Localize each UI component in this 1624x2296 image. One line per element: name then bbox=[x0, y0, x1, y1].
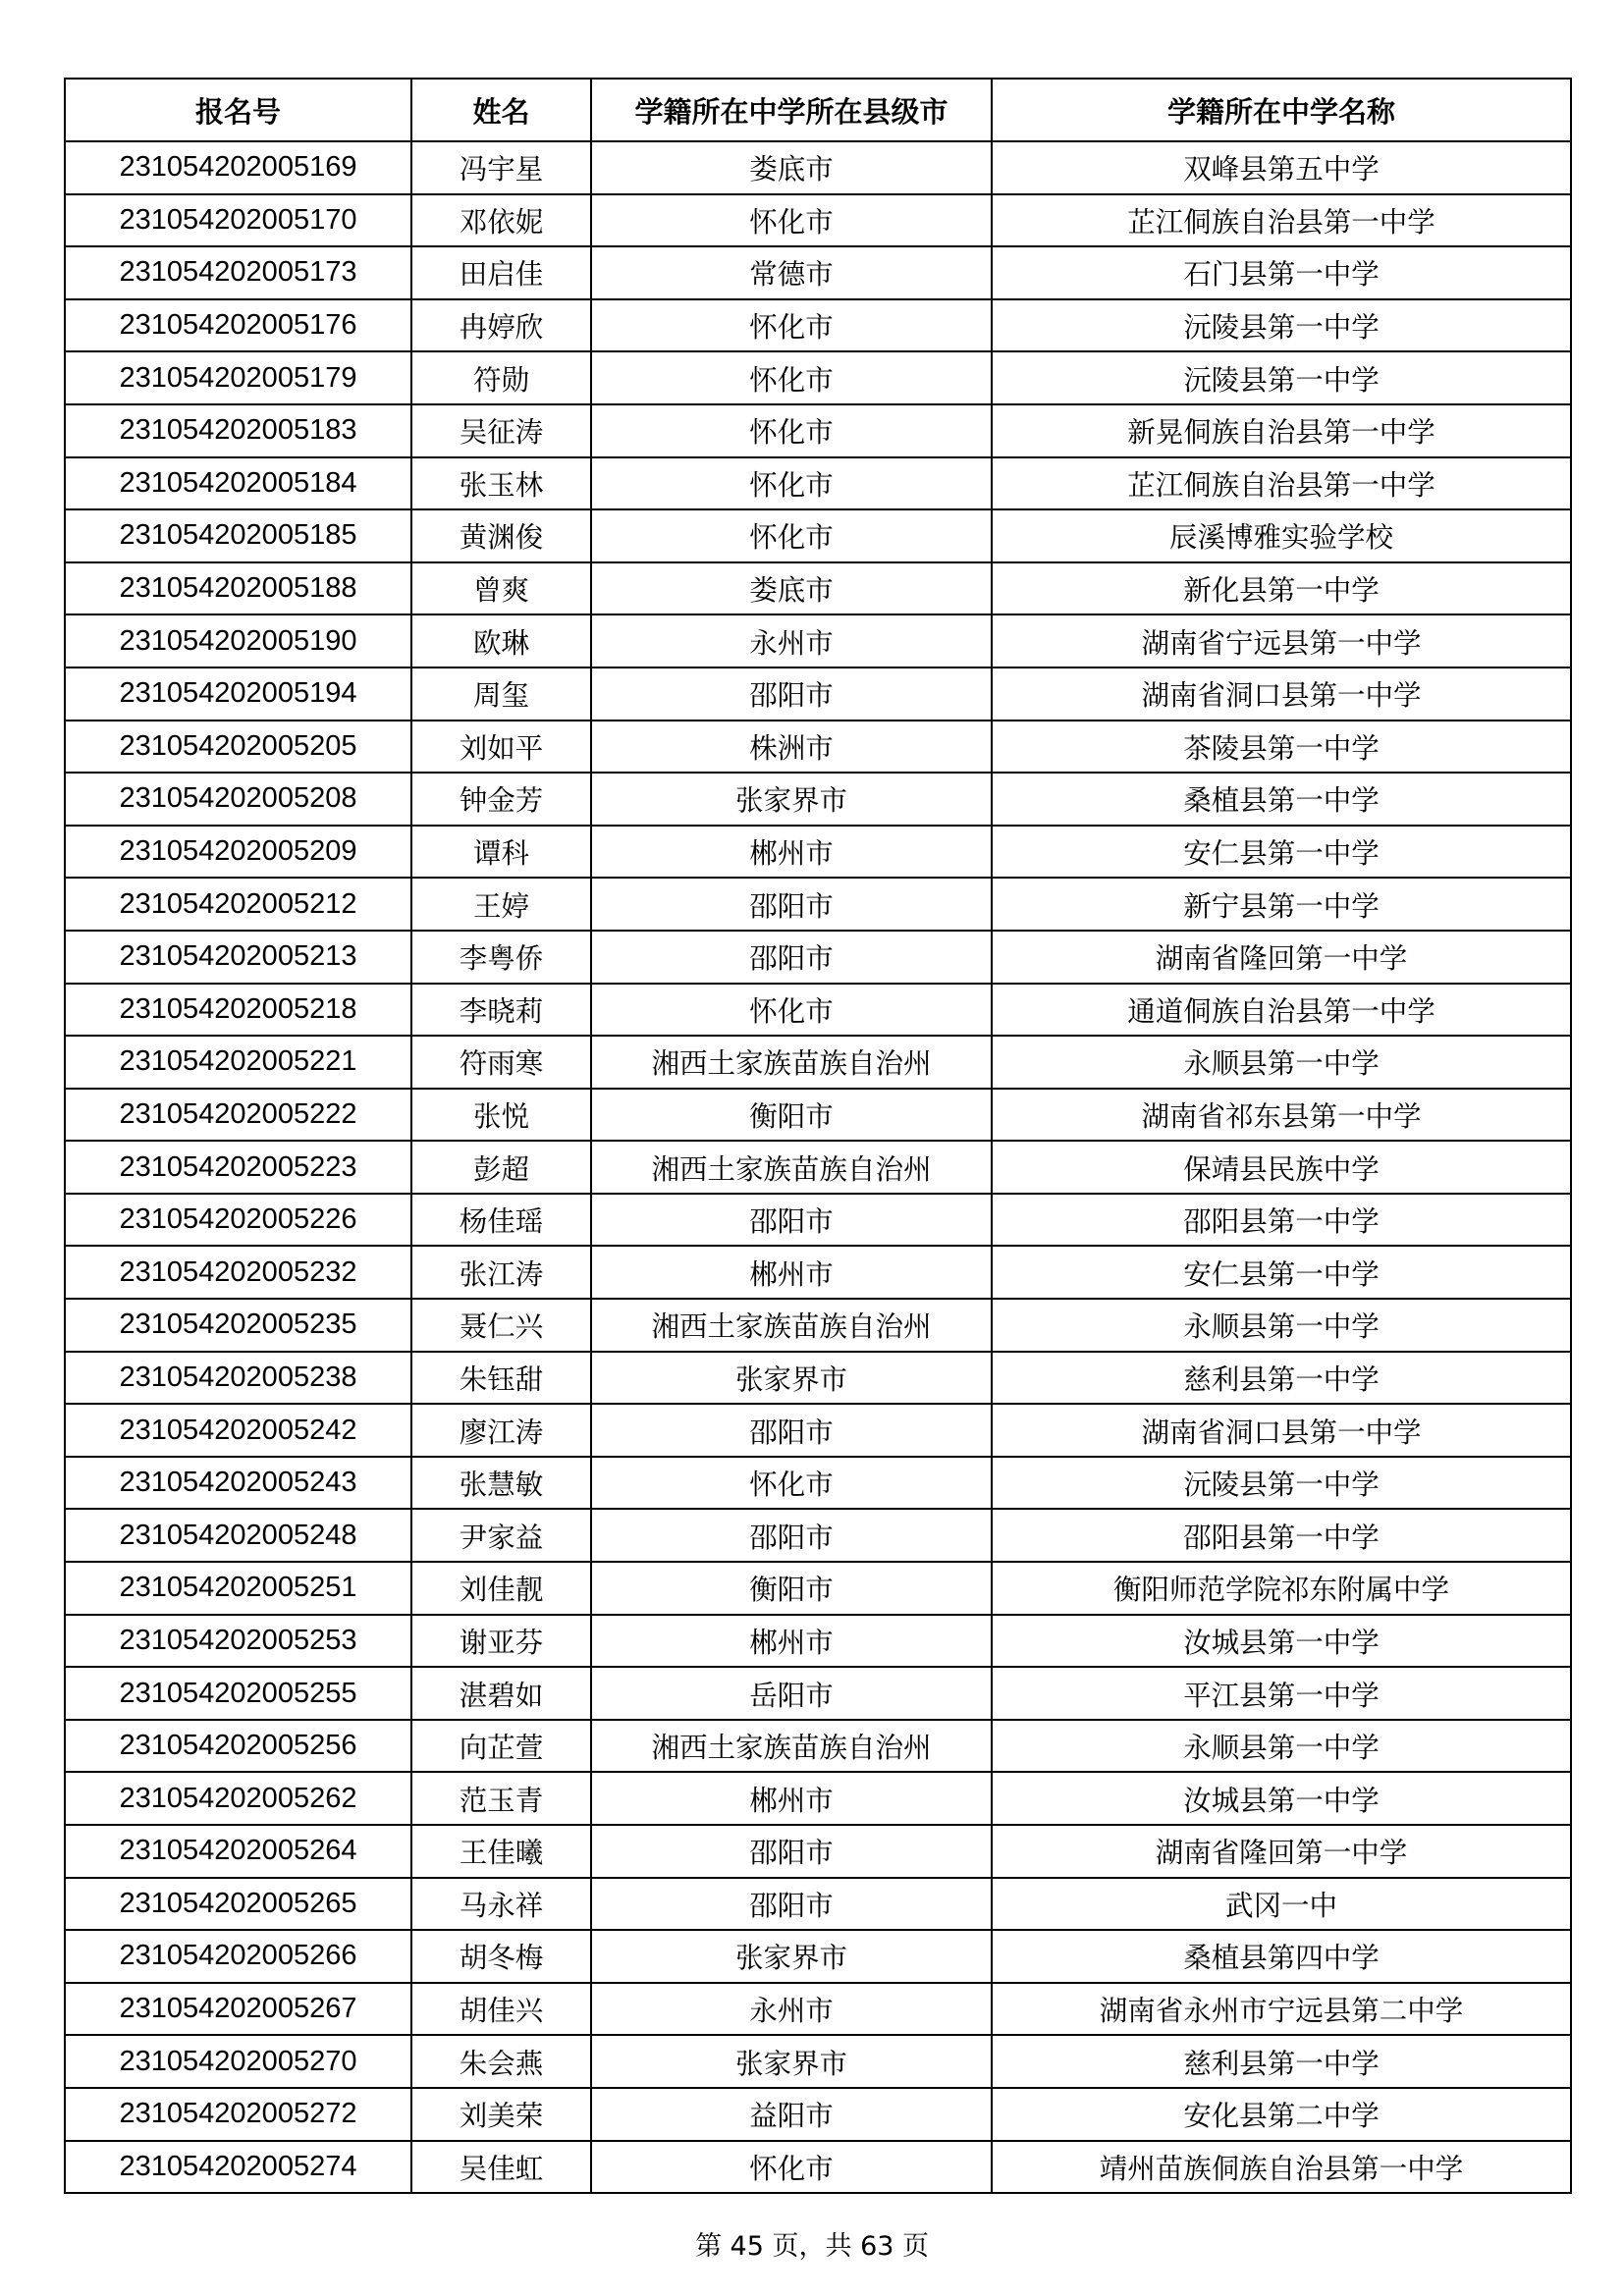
cell-school-city: 张家界市 bbox=[591, 773, 992, 826]
cell-name: 田启佳 bbox=[411, 246, 591, 299]
table-row bbox=[65, 1930, 1571, 1983]
cell-registration-number: 231054202005221 bbox=[65, 1036, 411, 1089]
header-school-name: 学籍所在中学名称 bbox=[992, 79, 1571, 141]
table-row bbox=[65, 1299, 1571, 1352]
cell-school-city: 邵阳市 bbox=[591, 667, 992, 721]
cell-name: 刘如平 bbox=[411, 721, 591, 774]
table-row bbox=[65, 773, 1571, 826]
cell-name: 湛碧如 bbox=[411, 1667, 591, 1720]
cell-school-city: 怀化市 bbox=[591, 194, 992, 247]
table-row bbox=[65, 721, 1571, 774]
cell-school-name: 湖南省祁东县第一中学 bbox=[992, 1089, 1571, 1142]
table-row bbox=[65, 1509, 1571, 1562]
page-number: 第 45 页，共 63 页 bbox=[694, 2231, 930, 2262]
cell-registration-number: 231054202005243 bbox=[65, 1457, 411, 1510]
cell-school-name: 新宁县第一中学 bbox=[992, 878, 1571, 931]
table-row bbox=[65, 299, 1571, 352]
cell-school-name: 安化县第二中学 bbox=[992, 2088, 1571, 2141]
header-school-city: 学籍所在中学所在县级市 bbox=[591, 79, 992, 141]
cell-school-city: 常德市 bbox=[591, 246, 992, 299]
cell-name: 符雨寒 bbox=[411, 1036, 591, 1089]
cell-school-name: 汝城县第一中学 bbox=[992, 1615, 1571, 1668]
cell-school-name: 湖南省宁远县第一中学 bbox=[992, 614, 1571, 667]
cell-name: 王婷 bbox=[411, 878, 591, 931]
cell-name: 冉婷欣 bbox=[411, 299, 591, 352]
table-row bbox=[65, 2035, 1571, 2088]
cell-name: 胡冬梅 bbox=[411, 1930, 591, 1983]
cell-registration-number: 231054202005190 bbox=[65, 614, 411, 667]
cell-school-city: 张家界市 bbox=[591, 1930, 992, 1983]
cell-school-city: 邵阳市 bbox=[591, 1509, 992, 1562]
cell-school-name: 湖南省洞口县第一中学 bbox=[992, 1404, 1571, 1457]
cell-name: 欧琳 bbox=[411, 614, 591, 667]
cell-school-city: 邵阳市 bbox=[591, 931, 992, 984]
cell-name: 李粤侨 bbox=[411, 931, 591, 984]
cell-school-city: 株洲市 bbox=[591, 721, 992, 774]
table-row bbox=[65, 351, 1571, 404]
cell-school-city: 岳阳市 bbox=[591, 1667, 992, 1720]
table-row bbox=[65, 1562, 1571, 1615]
table-row bbox=[65, 614, 1571, 667]
cell-school-city: 怀化市 bbox=[591, 2141, 992, 2194]
cell-school-city: 湘西土家族苗族自治州 bbox=[591, 1299, 992, 1352]
cell-name: 朱会燕 bbox=[411, 2035, 591, 2088]
table-row bbox=[65, 1878, 1571, 1931]
table-row bbox=[65, 2088, 1571, 2141]
table-row bbox=[65, 1457, 1571, 1510]
cell-school-name: 邵阳县第一中学 bbox=[992, 1509, 1571, 1562]
cell-school-name: 湖南省隆回第一中学 bbox=[992, 931, 1571, 984]
table-body bbox=[65, 141, 1571, 2193]
cell-name: 冯宇星 bbox=[411, 141, 591, 194]
cell-school-name: 通道侗族自治县第一中学 bbox=[992, 984, 1571, 1037]
cell-school-name: 武冈一中 bbox=[992, 1878, 1571, 1931]
cell-registration-number: 231054202005213 bbox=[65, 931, 411, 984]
cell-name: 朱钰甜 bbox=[411, 1352, 591, 1405]
cell-registration-number: 231054202005170 bbox=[65, 194, 411, 247]
cell-school-city: 怀化市 bbox=[591, 509, 992, 562]
cell-registration-number: 231054202005235 bbox=[65, 1299, 411, 1352]
cell-name: 张慧敏 bbox=[411, 1457, 591, 1510]
cell-school-name: 新化县第一中学 bbox=[992, 562, 1571, 615]
table-row bbox=[65, 1667, 1571, 1720]
cell-registration-number: 231054202005232 bbox=[65, 1246, 411, 1299]
cell-school-city: 衡阳市 bbox=[591, 1562, 992, 1615]
cell-name: 李晓莉 bbox=[411, 984, 591, 1037]
table-header bbox=[65, 79, 1571, 141]
cell-name: 曾爽 bbox=[411, 562, 591, 615]
cell-school-name: 靖州苗族侗族自治县第一中学 bbox=[992, 2141, 1571, 2194]
cell-school-city: 怀化市 bbox=[591, 299, 992, 352]
cell-school-name: 沅陵县第一中学 bbox=[992, 1457, 1571, 1510]
cell-registration-number: 231054202005184 bbox=[65, 457, 411, 510]
cell-school-city: 益阳市 bbox=[591, 2088, 992, 2141]
cell-registration-number: 231054202005173 bbox=[65, 246, 411, 299]
table-row bbox=[65, 984, 1571, 1037]
cell-name: 黄渊俊 bbox=[411, 509, 591, 562]
cell-name: 尹家益 bbox=[411, 1509, 591, 1562]
cell-registration-number: 231054202005194 bbox=[65, 667, 411, 721]
table-row bbox=[65, 826, 1571, 879]
cell-registration-number: 231054202005262 bbox=[65, 1772, 411, 1825]
cell-school-name: 湖南省永州市宁远县第二中学 bbox=[992, 1983, 1571, 2036]
cell-school-name: 石门县第一中学 bbox=[992, 246, 1571, 299]
table-row bbox=[65, 931, 1571, 984]
table-row bbox=[65, 1720, 1571, 1773]
cell-school-name: 沅陵县第一中学 bbox=[992, 299, 1571, 352]
cell-registration-number: 231054202005185 bbox=[65, 509, 411, 562]
table-row bbox=[65, 562, 1571, 615]
cell-registration-number: 231054202005223 bbox=[65, 1141, 411, 1194]
cell-school-city: 邵阳市 bbox=[591, 1404, 992, 1457]
cell-registration-number: 231054202005253 bbox=[65, 1615, 411, 1668]
cell-name: 杨佳瑶 bbox=[411, 1194, 591, 1247]
cell-school-name: 安仁县第一中学 bbox=[992, 826, 1571, 879]
cell-school-city: 邵阳市 bbox=[591, 1878, 992, 1931]
cell-registration-number: 231054202005248 bbox=[65, 1509, 411, 1562]
table-row bbox=[65, 1983, 1571, 2036]
cell-school-name: 湖南省隆回第一中学 bbox=[992, 1825, 1571, 1878]
cell-school-city: 娄底市 bbox=[591, 141, 992, 194]
cell-school-name: 邵阳县第一中学 bbox=[992, 1194, 1571, 1247]
table-row bbox=[65, 1089, 1571, 1142]
cell-school-name: 慈利县第一中学 bbox=[992, 2035, 1571, 2088]
table-row bbox=[65, 667, 1571, 721]
table-row bbox=[65, 1825, 1571, 1878]
cell-school-city: 娄底市 bbox=[591, 562, 992, 615]
cell-school-name: 安仁县第一中学 bbox=[992, 1246, 1571, 1299]
cell-school-city: 怀化市 bbox=[591, 457, 992, 510]
cell-name: 张悦 bbox=[411, 1089, 591, 1142]
table-row bbox=[65, 457, 1571, 510]
cell-registration-number: 231054202005238 bbox=[65, 1352, 411, 1405]
table-row bbox=[65, 1246, 1571, 1299]
cell-registration-number: 231054202005272 bbox=[65, 2088, 411, 2141]
cell-registration-number: 231054202005270 bbox=[65, 2035, 411, 2088]
cell-registration-number: 231054202005188 bbox=[65, 562, 411, 615]
table-row bbox=[65, 1772, 1571, 1825]
cell-name: 范玉青 bbox=[411, 1772, 591, 1825]
cell-name: 钟金芳 bbox=[411, 773, 591, 826]
cell-school-city: 郴州市 bbox=[591, 826, 992, 879]
cell-school-city: 怀化市 bbox=[591, 984, 992, 1037]
cell-name: 邓依妮 bbox=[411, 194, 591, 247]
cell-school-name: 芷江侗族自治县第一中学 bbox=[992, 457, 1571, 510]
cell-school-name: 慈利县第一中学 bbox=[992, 1352, 1571, 1405]
cell-registration-number: 231054202005179 bbox=[65, 351, 411, 404]
table-row bbox=[65, 404, 1571, 457]
cell-school-name: 沅陵县第一中学 bbox=[992, 351, 1571, 404]
cell-registration-number: 231054202005169 bbox=[65, 141, 411, 194]
cell-school-name: 桑植县第一中学 bbox=[992, 773, 1571, 826]
cell-school-city: 湘西土家族苗族自治州 bbox=[591, 1720, 992, 1773]
cell-registration-number: 231054202005218 bbox=[65, 984, 411, 1037]
cell-registration-number: 231054202005176 bbox=[65, 299, 411, 352]
cell-registration-number: 231054202005183 bbox=[65, 404, 411, 457]
cell-name: 马永祥 bbox=[411, 1878, 591, 1931]
cell-name: 聂仁兴 bbox=[411, 1299, 591, 1352]
cell-school-city: 邵阳市 bbox=[591, 1194, 992, 1247]
cell-school-city: 张家界市 bbox=[591, 1352, 992, 1405]
cell-registration-number: 231054202005212 bbox=[65, 878, 411, 931]
cell-school-city: 湘西土家族苗族自治州 bbox=[591, 1141, 992, 1194]
table-row bbox=[65, 1194, 1571, 1247]
cell-registration-number: 231054202005256 bbox=[65, 1720, 411, 1773]
cell-registration-number: 231054202005208 bbox=[65, 773, 411, 826]
cell-name: 刘美荣 bbox=[411, 2088, 591, 2141]
cell-name: 谭科 bbox=[411, 826, 591, 879]
cell-school-name: 桑植县第四中学 bbox=[992, 1930, 1571, 1983]
cell-school-city: 怀化市 bbox=[591, 351, 992, 404]
cell-registration-number: 231054202005226 bbox=[65, 1194, 411, 1247]
table-row bbox=[65, 1404, 1571, 1457]
cell-name: 吴征涛 bbox=[411, 404, 591, 457]
cell-registration-number: 231054202005264 bbox=[65, 1825, 411, 1878]
table-row bbox=[65, 141, 1571, 194]
cell-school-name: 湖南省洞口县第一中学 bbox=[992, 667, 1571, 721]
cell-school-name: 茶陵县第一中学 bbox=[992, 721, 1571, 774]
cell-school-name: 平江县第一中学 bbox=[992, 1667, 1571, 1720]
table-row bbox=[65, 1141, 1571, 1194]
table-row bbox=[65, 194, 1571, 247]
cell-school-city: 湘西土家族苗族自治州 bbox=[591, 1036, 992, 1089]
cell-school-city: 张家界市 bbox=[591, 2035, 992, 2088]
cell-school-name: 汝城县第一中学 bbox=[992, 1772, 1571, 1825]
cell-name: 刘佳靓 bbox=[411, 1562, 591, 1615]
cell-registration-number: 231054202005255 bbox=[65, 1667, 411, 1720]
cell-registration-number: 231054202005265 bbox=[65, 1878, 411, 1931]
cell-name: 彭超 bbox=[411, 1141, 591, 1194]
cell-registration-number: 231054202005267 bbox=[65, 1983, 411, 2036]
cell-name: 吴佳虹 bbox=[411, 2141, 591, 2194]
cell-name: 张江涛 bbox=[411, 1246, 591, 1299]
cell-school-city: 怀化市 bbox=[591, 404, 992, 457]
cell-school-city: 衡阳市 bbox=[591, 1089, 992, 1142]
cell-registration-number: 231054202005242 bbox=[65, 1404, 411, 1457]
header-name: 姓名 bbox=[411, 79, 591, 141]
cell-registration-number: 231054202005209 bbox=[65, 826, 411, 879]
table-row bbox=[65, 509, 1571, 562]
table-row bbox=[65, 878, 1571, 931]
cell-school-city: 郴州市 bbox=[591, 1615, 992, 1668]
cell-name: 胡佳兴 bbox=[411, 1983, 591, 2036]
header-row bbox=[65, 79, 1571, 141]
cell-registration-number: 231054202005205 bbox=[65, 721, 411, 774]
cell-school-name: 双峰县第五中学 bbox=[992, 141, 1571, 194]
roster-table bbox=[64, 78, 1572, 2194]
cell-school-name: 保靖县民族中学 bbox=[992, 1141, 1571, 1194]
cell-school-city: 郴州市 bbox=[591, 1772, 992, 1825]
cell-name: 谢亚芬 bbox=[411, 1615, 591, 1668]
cell-school-city: 邵阳市 bbox=[591, 1825, 992, 1878]
cell-school-name: 永顺县第一中学 bbox=[992, 1720, 1571, 1773]
cell-registration-number: 231054202005266 bbox=[65, 1930, 411, 1983]
cell-school-city: 邵阳市 bbox=[591, 878, 992, 931]
cell-school-city: 永州市 bbox=[591, 1983, 992, 2036]
cell-school-name: 永顺县第一中学 bbox=[992, 1036, 1571, 1089]
cell-registration-number: 231054202005251 bbox=[65, 1562, 411, 1615]
table-row bbox=[65, 246, 1571, 299]
table-row bbox=[65, 2141, 1571, 2194]
cell-registration-number: 231054202005222 bbox=[65, 1089, 411, 1142]
cell-school-name: 新晃侗族自治县第一中学 bbox=[992, 404, 1571, 457]
cell-school-name: 衡阳师范学院祁东附属中学 bbox=[992, 1562, 1571, 1615]
cell-school-name: 辰溪博雅实验学校 bbox=[992, 509, 1571, 562]
cell-name: 向芷萱 bbox=[411, 1720, 591, 1773]
cell-school-city: 怀化市 bbox=[591, 1457, 992, 1510]
cell-school-city: 永州市 bbox=[591, 614, 992, 667]
table-row bbox=[65, 1615, 1571, 1668]
cell-school-name: 永顺县第一中学 bbox=[992, 1299, 1571, 1352]
table-row bbox=[65, 1352, 1571, 1405]
cell-name: 王佳曦 bbox=[411, 1825, 591, 1878]
cell-name: 周玺 bbox=[411, 667, 591, 721]
table-row bbox=[65, 1036, 1571, 1089]
cell-name: 廖江涛 bbox=[411, 1404, 591, 1457]
cell-name: 符勋 bbox=[411, 351, 591, 404]
cell-registration-number: 231054202005274 bbox=[65, 2141, 411, 2194]
cell-school-name: 芷江侗族自治县第一中学 bbox=[992, 194, 1571, 247]
header-registration-number: 报名号 bbox=[65, 79, 411, 141]
cell-school-city: 郴州市 bbox=[591, 1246, 992, 1299]
cell-name: 张玉林 bbox=[411, 457, 591, 510]
